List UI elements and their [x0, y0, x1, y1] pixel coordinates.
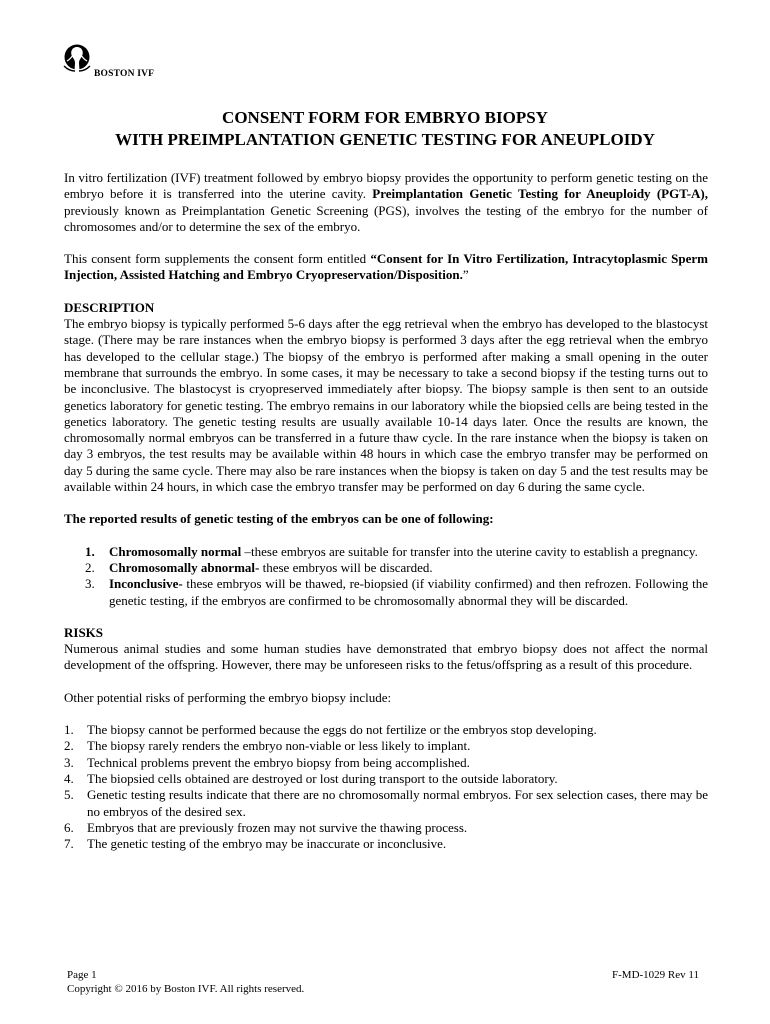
page-number: Page 1 [67, 969, 97, 981]
risks-intro: Other potential risks of performing the embryo biopsy include: [64, 689, 392, 705]
list-item: 3. Inconclusive- these embryos will be thawed, re-biopsied (if viability confirmed) and then refrozen. Following the genetic testing, if the embryos are confirmed to be chromosomally abnormal they will be discarded. [85, 576, 708, 608]
page-title [0, 107, 770, 150]
title-line-2: WITH PREIMPLANTATION GENETIC TESTING FOR ANEUPLOIDY [115, 129, 655, 149]
intro-text: In vitro fertilization (IVF) treatment followed by embryo biopsy provides the opportunity to perform genetic testing on the embryo before it is transferred into the uterine cavity. [64, 170, 708, 202]
list-item: 7. The genetic testing of the embryo may be inaccurate or inconclusive. [64, 836, 447, 852]
list-item: 3. Technical problems prevent the embryo biopsy from being accomplished. [64, 754, 470, 770]
description-heading: DESCRIPTION [64, 299, 155, 315]
intro-paragraph-1 [64, 170, 708, 235]
intro-text: previously known as Preimplantation Genetic Screening (PGS), involves the testing of the embryo for the number of chromosomes and/or to determine the sex of the embryo. [64, 202, 708, 234]
risks-list [64, 722, 708, 852]
logo-text: BOSTON IVF [94, 69, 155, 79]
boston-ivf-logo [62, 44, 154, 82]
boston-ivf-emblem-icon [62, 44, 92, 82]
document-body [64, 170, 708, 852]
risks-heading: RISKS [64, 624, 104, 640]
page-footer [67, 968, 699, 996]
description-paragraph: The embryo biopsy is typically performed 5-6 days after the egg retrieval when the embryo has developed to the blastocyst stage. (There may be rare instances when the embryo biopsy is performed 3 days after the egg retrieval when the embryo has developed to the cellular stage.) The biopsy of the embryo is performed after making a small opening in the outer membrane that surrounds the embryo. In some cases, it may be necessary to take a second biopsy if the testing turns out to be inconclusive. The blastocyst is cryopreserved immediately after biopsy. The biopsy sample is then sent to an outside genetics laboratory for genetic testing. The embryo remains in our laboratory while the biopsied cells are being tested in the genetics laboratory. The genetic testing results are usually available 10-14 days later. Once the results are known, the chromosomally normal embryos can be transferred in a future thaw cycle. In the rare instance when the biopsy is taken on day 3 embryos, the test results may be available within 48 hours in which case the embryo transfer may be performed on day 5 during the same cycle. There may also be rare instances when the biopsy is taken on day 5 and the test results may be available within 24 hours, in which case the embryo transfer may be performed on day 6 during the same cycle. [64, 316, 708, 495]
results-list [64, 544, 708, 609]
list-item: 1. The biopsy cannot be performed because the eggs do not fertilize or the embryos stop developing. [64, 722, 597, 738]
title-line-1: CONSENT FORM FOR EMBRYO BIOPSY [222, 108, 548, 127]
copyright-notice: Copyright © 2016 by Boston IVF. All rights reserved. [67, 983, 305, 995]
intro-bold-term: Preimplantation Genetic Testing for Aneuploidy (PGT-A), [372, 186, 709, 202]
list-item: 6. Embryos that are previously frozen may not survive the thawing process. [64, 819, 468, 835]
list-item: 1. Chromosomally normal –these embryos are suitable for transfer into the uterine cavity to establish a pregnancy. [85, 543, 698, 559]
form-id: F-MD-1029 Rev 11 [612, 969, 699, 981]
intro-text: This consent form supplements the consent form entitled [64, 251, 371, 267]
list-item: 2. Chromosomally abnormal- these embryos will be discarded. [85, 559, 433, 575]
results-heading: The reported results of genetic testing of the embryos can be one of following: [64, 511, 494, 527]
list-item: 4. The biopsied cells obtained are destroyed or lost during transport to the outside laboratory. [64, 770, 558, 786]
intro-paragraph-2 [64, 251, 708, 284]
list-item: 2. The biopsy rarely renders the embryo non-viable or less likely to implant. [64, 738, 471, 754]
list-item: 5. Genetic testing results indicate that there are no chromosomally normal embryos. For sex selection cases, there may be no embryos of the desired sex. [64, 787, 708, 819]
referenced-form-title: “Consent for In Vitro Fertilization, Intracytoplasmic Sperm Injection, Assisted Hatching and Embryo Cryopreservation/Disposition. [64, 251, 708, 283]
intro-text: ” [462, 267, 469, 283]
risks-paragraph: Numerous animal studies and some human studies have demonstrated that embryo biopsy does not affect the normal development of the offspring. However, there may be unforeseen risks to the fetus/offspring as a result of this procedure. [64, 641, 708, 673]
